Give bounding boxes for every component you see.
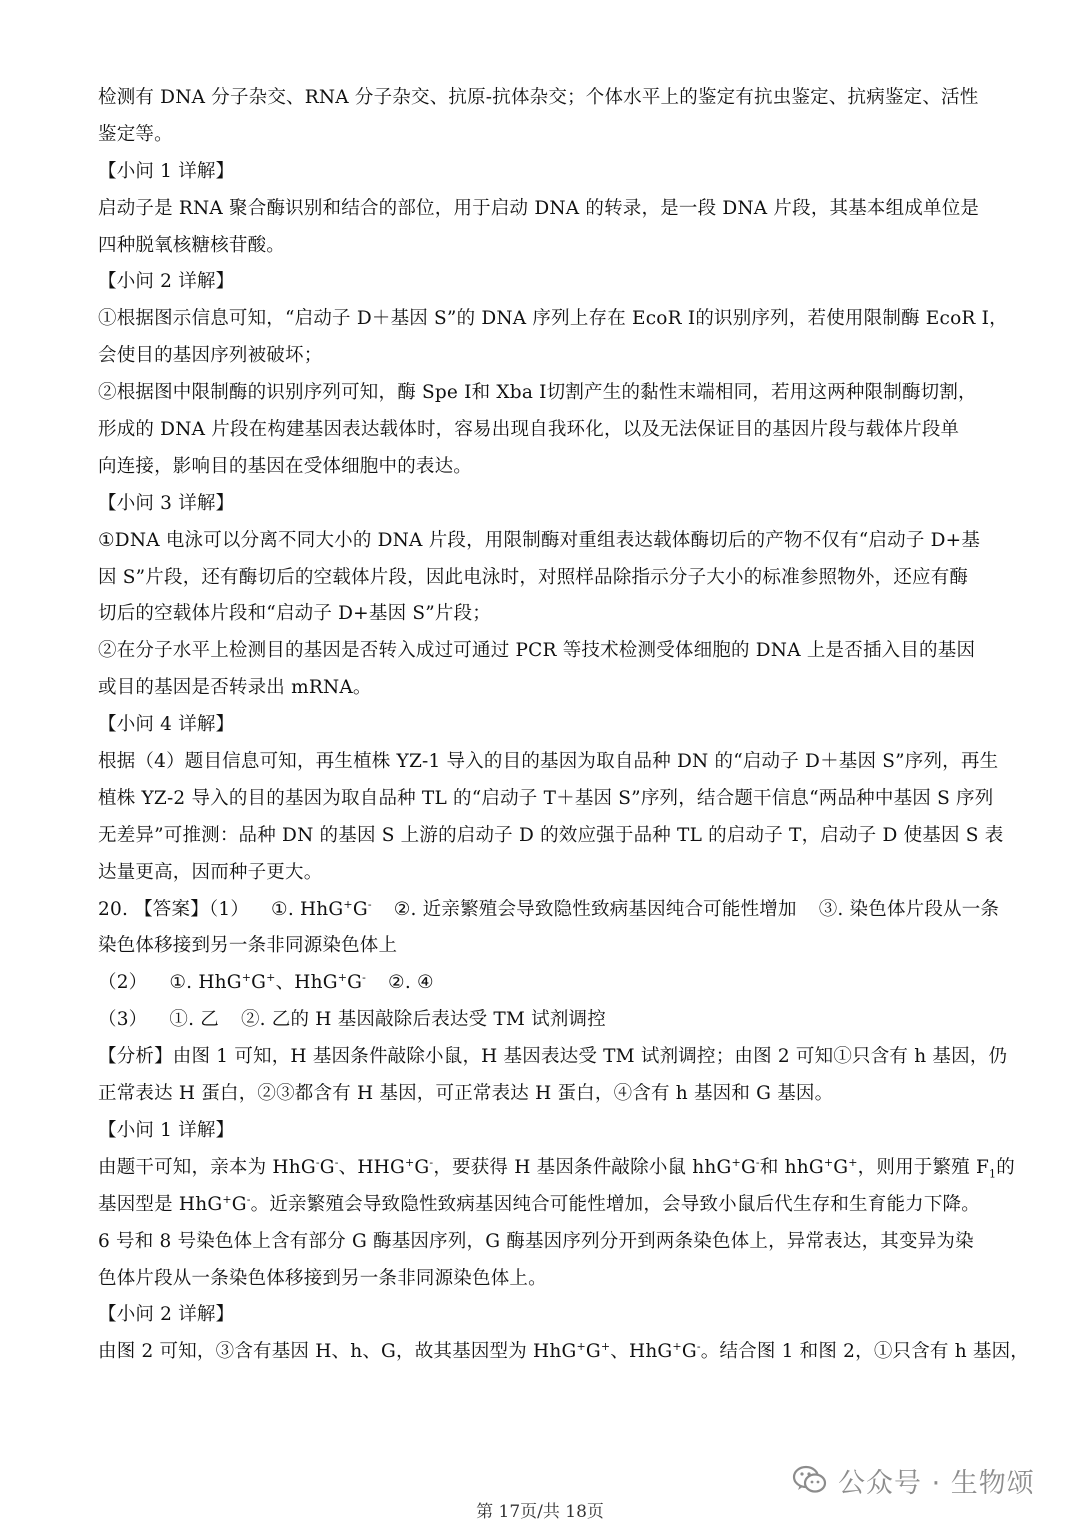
superscript: -: [367, 897, 372, 911]
section-heading: 【小问 1 详解】: [98, 1119, 235, 1141]
text-run: 基因型是 HhG: [98, 1193, 223, 1215]
answer-part: G: [352, 898, 368, 920]
text-run: G: [231, 1193, 247, 1215]
text-line: 染色体移接到另一条非同源染色体上: [98, 935, 398, 957]
text-line: ①根据图示信息可知，“启动子 D＋基因 S”的 DNA 序列上存在 EcoR Ⅰ的识别序列，若使用限制酶 EcoR Ⅰ，: [98, 308, 1008, 330]
text-run: 和 hhG: [759, 1156, 824, 1178]
text-line: 达量更高，因而种子更大。: [98, 861, 323, 883]
text-run: ，则用于繁殖 F: [857, 1156, 989, 1178]
superscript: +: [576, 1340, 586, 1354]
text-run: 、HHG: [338, 1156, 405, 1178]
text-line: 无差异”可推测：品种 DN 的基因 S 上游的启动子 D 的效应强于品种 TL 的启动子 T，启动子 D 使基因 S 表: [98, 824, 1004, 846]
superscript: -: [362, 971, 367, 985]
section-heading: 【小问 1 详解】: [98, 160, 235, 182]
text-line: 检测有 DNA 分子杂交、RNA 分子杂交、抗原-抗体杂交；个体水平上的鉴定有抗虫鉴定、抗病鉴定、活性: [98, 87, 979, 108]
text-run: 。结合图 1 和图 2，①只含有 h 基因，: [700, 1341, 1030, 1363]
superscript: +: [672, 1340, 682, 1354]
superscript: +: [600, 1340, 611, 1354]
answer-part: 、HhG: [275, 972, 338, 994]
text-run: G: [681, 1341, 697, 1363]
text-line: 启动子是 RNA 聚合酶识别和结合的部位，用于启动 DNA 的转录，是一段 DNA 片段，其基本组成单位是: [98, 197, 980, 219]
superscript: +: [266, 971, 276, 985]
section-heading: 【小问 2 详解】: [98, 271, 235, 293]
superscript: +: [337, 971, 348, 985]
page-number: 第 17页/共 18页: [476, 1502, 604, 1522]
answer-label: （2）: [98, 972, 148, 994]
answer-part: ①. HhG: [271, 898, 344, 920]
answer-part: ①. 乙: [169, 1009, 219, 1031]
text-run: ，要获得 H 基因条件敲除小鼠 hhG: [433, 1156, 732, 1178]
text-line: 切后的空载体片段和“启动子 D+基因 S”片段；: [98, 603, 491, 625]
text-line: 会使目的基因序列被破坏；: [98, 345, 323, 367]
text-line: 四种脱氧核糖核苷酸。: [98, 234, 286, 256]
text-run: G: [740, 1156, 756, 1178]
text-line: 因 S”片段，还有酶切后的空载体片段，因此电泳时，对照样品除指示分子大小的标准参照物外，还应有酶: [98, 566, 969, 588]
text-line: 【分析】由图 1 可知，H 基因条件敲除小鼠，H 基因表达受 TM 试剂调控；由图 2 可知①只含有 h 基因，仍: [98, 1046, 1008, 1068]
superscript: +: [405, 1155, 415, 1169]
answer-part: ②. 近亲繁殖会导致隐性致病基因纯合可能性增加: [393, 898, 797, 920]
answer-part: ②. 乙的 H 基因敲除后表达受 TM 试剂调控: [240, 1009, 606, 1031]
text-run: G: [414, 1156, 430, 1178]
superscript: +: [222, 1192, 232, 1206]
document-body: [98, 80, 1030, 1371]
text-run: 由图 2 可知，③含有基因 H、h、G，故其基因型为 HhG: [98, 1341, 577, 1363]
text-line: 或目的基因是否转录出 mRNA。: [98, 677, 372, 699]
text-line: 色体片段从一条染色体移接到另一条非同源染色体上。: [98, 1267, 547, 1289]
watermark-text: 公众号 · 生物颂: [838, 1467, 1035, 1499]
text-line: [98, 1187, 988, 1224]
text-run: G: [319, 1156, 335, 1178]
answer-line: [98, 1002, 988, 1039]
answer-part: ③. 染色体片段从一条: [818, 898, 1000, 920]
answer-part: ①. HhG: [169, 972, 242, 994]
text-line: [98, 1150, 1015, 1187]
superscript: -: [334, 1155, 339, 1169]
superscript: -: [755, 1155, 760, 1169]
text-run: G: [585, 1341, 601, 1363]
superscript: +: [731, 1155, 741, 1169]
superscript: -: [429, 1155, 434, 1169]
watermark: [792, 1460, 1035, 1500]
superscript: +: [823, 1155, 834, 1169]
text-line: ②根据图中限制酶的识别序列可知，酶 Spe Ⅰ和 Xba Ⅰ切割产生的黏性末端相同，若用这两种限制酶切割，: [98, 382, 977, 404]
text-line: ②在分子水平上检测目的基因是否转入成过可通过 PCR 等技术检测受体细胞的 DNA 上是否插入目的基因: [98, 640, 976, 662]
text-line: 植株 YZ-2 导入的目的基因为取自品种 TL 的“启动子 T＋基因 S”序列，结合题干信息“两品种中基因 S 序列: [98, 787, 994, 809]
superscript: -: [315, 1155, 320, 1169]
section-heading: 【小问 4 详解】: [98, 714, 235, 736]
superscript: +: [241, 971, 252, 985]
text-line: [98, 1334, 1030, 1371]
answer-line: [98, 965, 988, 1002]
answer-part: ②. ④: [388, 972, 434, 994]
answer-label: （3）: [98, 1009, 148, 1031]
superscript: -: [246, 1192, 251, 1206]
section-heading: 【小问 2 详解】: [98, 1304, 235, 1326]
text-line: ①DNA 电泳可以分离不同大小的 DNA 片段，用限制酶对重组表达载体酶切后的产物不仅有“启动子 D+基: [98, 529, 981, 551]
text-line: 向连接，影响目的基因在受体细胞中的表达。: [98, 455, 473, 477]
answer-part: G: [251, 972, 267, 994]
superscript: -: [696, 1340, 701, 1354]
text-line: 形成的 DNA 片段在构建基因表达载体时，容易出现自我环化，以及无法保证目的基因片段与载体片段单: [98, 419, 960, 441]
text-line: 6 号和 8 号染色体上含有部分 G 酶基因序列，G 酶基因序列分开到两条染色体上，异常表达，其变异为染: [98, 1230, 974, 1252]
wechat-icon: [792, 1465, 828, 1495]
text-run: 由题干可知，亲本为 HhG: [98, 1156, 316, 1178]
subscript: 1: [989, 1167, 997, 1181]
text-run: G: [833, 1156, 849, 1178]
text-run: 、HhG: [610, 1341, 673, 1363]
answer-label: 20. 【答案】（1）: [98, 898, 250, 920]
superscript: +: [848, 1155, 858, 1169]
text-line: 根据（4）题目信息可知，再生植株 YZ-1 导入的目的基因为取自品种 DN 的“启动子 D＋基因 S”序列，再生: [98, 751, 999, 773]
section-heading: 【小问 3 详解】: [98, 492, 235, 514]
answer-part: G: [347, 972, 363, 994]
text-run: 的: [996, 1156, 1015, 1178]
text-run: 。近亲繁殖会导致隐性致病基因纯合可能性增加，会导致小鼠后代生存和生育能力下降。: [250, 1193, 980, 1215]
text-line: 正常表达 H 蛋白，②③都含有 H 基因，可正常表达 H 蛋白，④含有 h 基因和 G 基因。: [98, 1083, 834, 1105]
superscript: +: [343, 897, 353, 911]
answer-line: [98, 892, 1000, 929]
text-line: 鉴定等。: [98, 123, 173, 145]
